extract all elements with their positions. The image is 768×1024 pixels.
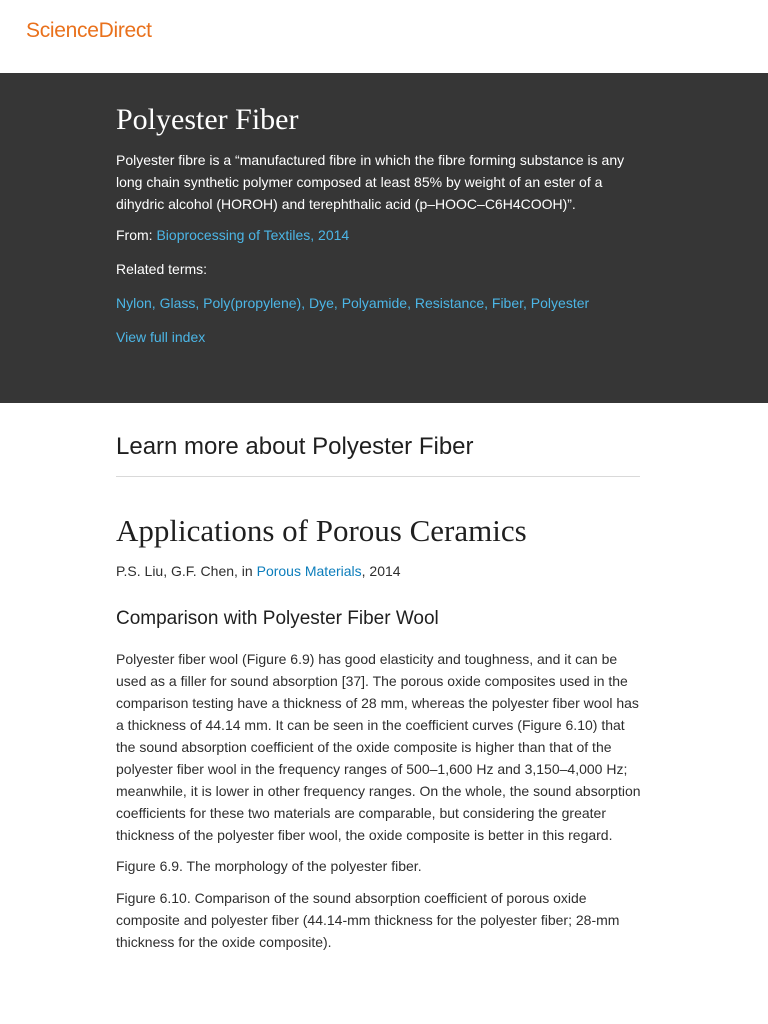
term-separator: , — [523, 295, 531, 311]
from-label: From: — [116, 227, 153, 243]
learn-more-heading: Learn more about Polyester Fiber — [116, 433, 474, 460]
related-terms-label: Related terms: — [116, 261, 208, 277]
term-separator: , — [151, 295, 160, 311]
related-term-link[interactable]: Resistance — [414, 295, 485, 311]
figure-caption-6-9: Figure 6.9. The morphology of the polyester fiber. — [116, 858, 422, 874]
view-full-index-link[interactable]: View full index — [116, 329, 206, 345]
related-terms-list — [116, 295, 589, 311]
related-term-link[interactable]: Polyester — [530, 295, 590, 311]
related-term-link[interactable]: Dye — [309, 295, 334, 311]
source-link[interactable]: Bioprocessing of Textiles, 2014 — [156, 227, 350, 243]
term-separator: , — [407, 295, 415, 311]
term-separator: , — [484, 295, 492, 311]
related-term-link[interactable]: Fiber — [491, 295, 524, 311]
article-title[interactable]: Applications of Porous Ceramics — [116, 513, 527, 548]
top-bar — [0, 0, 768, 73]
section-divider — [116, 476, 640, 477]
topic-definition: Polyester fibre is a “manufactured fibre in which the fibre forming substance is any long chain synthetic polymer composed at least 85% by weight of an ester of a dihydric alcohol (HOROH) and terephthalic acid (p–HOOC–C6H4COOH)”. — [116, 152, 625, 212]
related-term-link[interactable]: Poly(propylene) — [203, 295, 302, 311]
article-byline — [116, 563, 401, 579]
term-separator: , — [301, 295, 309, 311]
topic-summary-panel — [0, 73, 768, 403]
related-term-link[interactable]: Polyamide — [341, 295, 408, 311]
section-heading: Comparison with Polyester Fiber Wool — [116, 608, 439, 629]
article-year: , 2014 — [361, 563, 401, 579]
figure-caption-6-10: Figure 6.10. Comparison of the sound absorption coefficient of porous oxide composite and polyester fiber (44.14-mm thickness for the polyester fiber; 28-mm thickness for the oxide composite). — [116, 890, 620, 950]
sciencedirect-logo[interactable]: ScienceDirect — [26, 19, 152, 42]
view-index-line — [116, 329, 205, 345]
book-link[interactable]: Porous Materials — [256, 563, 362, 579]
related-term-link[interactable]: Nylon — [116, 295, 152, 311]
topic-title: Polyester Fiber — [116, 103, 299, 136]
term-separator: , — [195, 295, 204, 311]
related-term-link[interactable]: Glass — [159, 295, 196, 311]
article-authors: P.S. Liu, G.F. Chen, in — [116, 563, 253, 579]
source-line — [116, 227, 349, 243]
term-separator: , — [333, 295, 342, 311]
article-paragraph: Polyester fiber wool (Figure 6.9) has good elasticity and toughness, and it can be used as a filler for sound absorption [37]. The porous oxide composites used in the comparison testing have a thickness of 28 mm, whereas the polyester fiber wool has a thickness of 44.14 mm. It can be seen in the coefficient curves (Figure 6.10) that the sound absorption coefficient of the oxide composite is higher than that of the polyester fiber wool in the frequency ranges of 500–1,600 Hz and 3,150–4,000 Hz; meanwhile, it is lower in other frequency ranges. On the whole, the sound absorption coefficients for these two materials are comparable, but considering the greater thickness of the polyester fiber wool, the oxide composite is better in this regard. — [116, 651, 641, 843]
